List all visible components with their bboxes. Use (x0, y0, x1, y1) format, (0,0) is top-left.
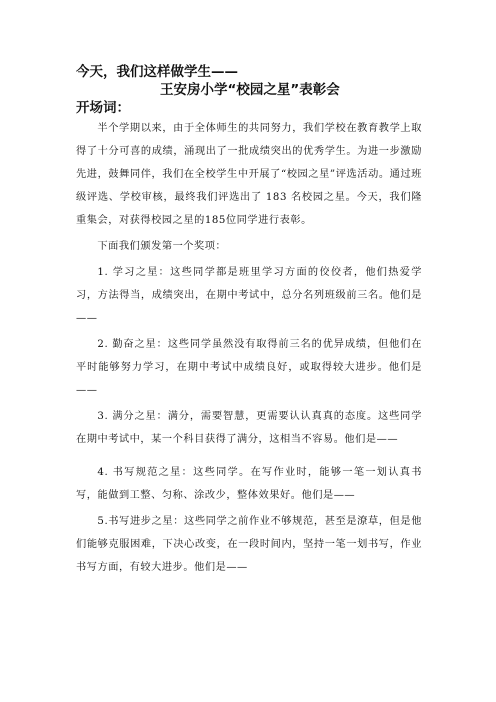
paragraph-intro: 半个学期以来，由于全体师生的共同努力，我们学校在教育教学上取得了十分可喜的成绩，涌现出了一批成绩突出的优秀学生。为进一步激励先进，鼓舞同伴，我们在全校学生中开展了“校园之星”评选活动。通过班级评选、学校审核，最终我们评选出了 183 名校园之星。今天，我们隆重集会，对获得校园之星的185位同学进行表彰。 (76, 123, 422, 226)
paragraph-award-neat-writing-star: 4. 书写规范之星：这些同学。在写作业时，能够一笔一划认真书写，能做到工整、匀称、涂改少，整体效果好。他们是—— (76, 467, 422, 501)
paragraph-award-full-marks-star: 3. 满分之星：满分，需要智慧，更需要认认真真的态度。这些同学在期中考试中，某一个科目获得了满分，这相当不容易。他们是—— (76, 411, 422, 445)
paragraph-first-award: 下面我们颁发第一个奖项： (97, 241, 227, 252)
section-label: 开场词： (76, 100, 130, 116)
paragraph-award-writing-progress-star: 5.书写进步之星：这些同学之前作业不够规范，甚至是潦草，但是他们能够克服困难，下决心改变，在一段时间内，坚持一笔一划书写，作业书写方面，有较大进步。他们是—— (76, 516, 422, 573)
paragraph-award-diligence-star: 2. 勤奋之星：这些同学虽然没有取得前三名的优异成绩，但他们在平时能够努力学习，在期中考试中成绩良好，或取得较大进步。他们是—— (76, 339, 422, 396)
document-subtitle: 王安房小学“校园之星”表彰会 (160, 82, 340, 98)
paragraph-award-study-star: 1. 学习之星：这些同学都是班里学习方面的佼佼者，他们热爱学习，方法得当，成绩突出，在期中考试中，总分名列班级前三名。他们是—— (76, 267, 422, 324)
document-body (76, 117, 422, 579)
document-title: 今天，我们这样做学生—— (76, 64, 238, 80)
